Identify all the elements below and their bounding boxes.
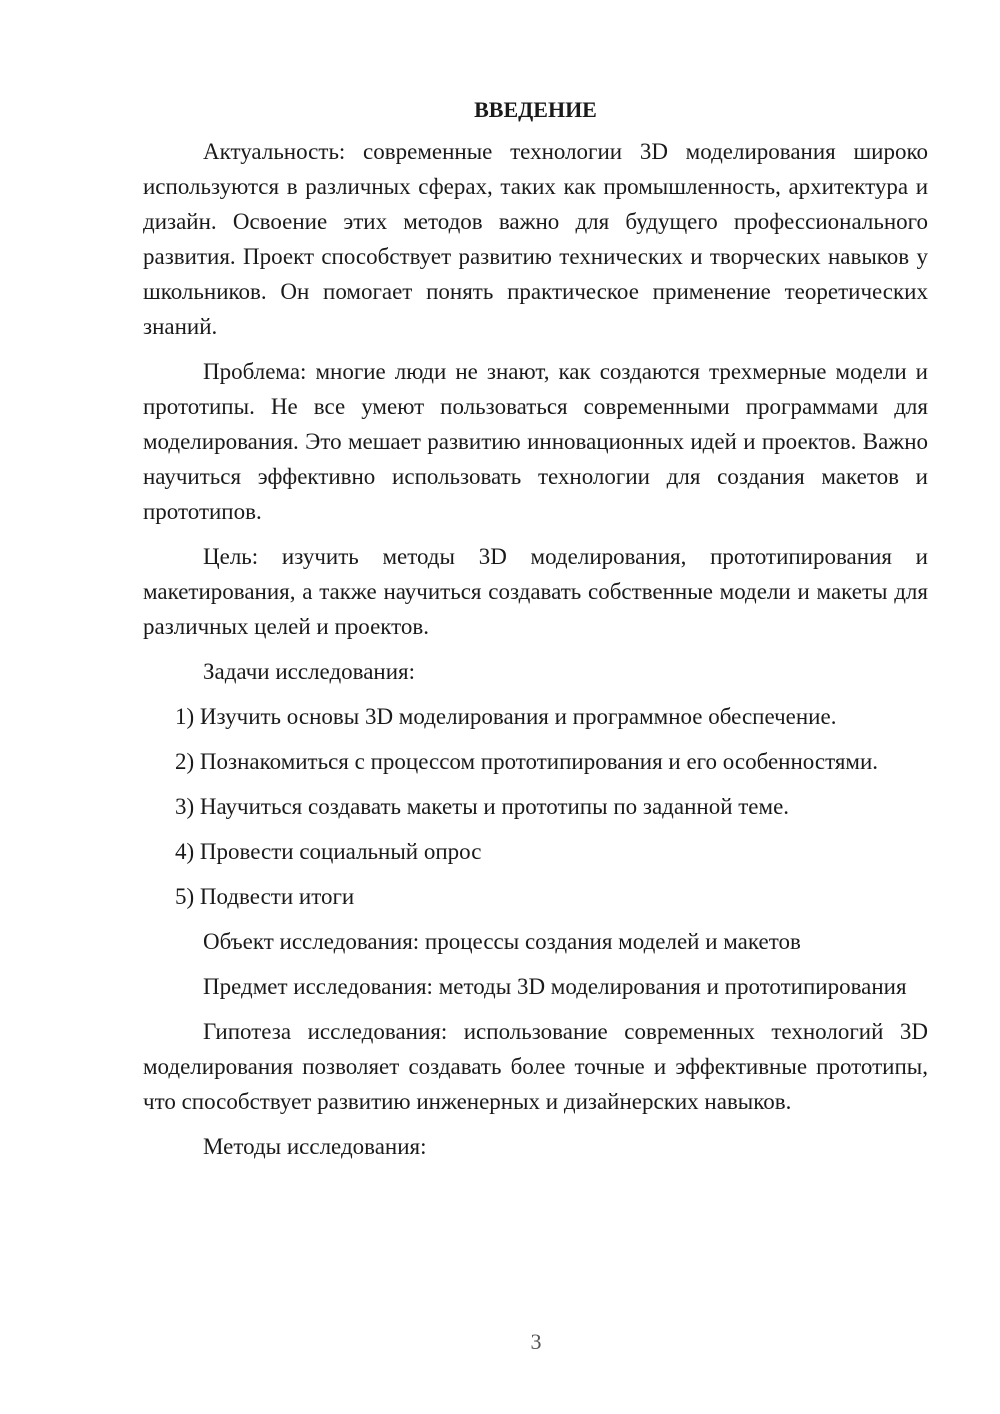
task-item-2: 2) Познакомиться с процессом прототипирования и его особенностями.	[175, 749, 879, 774]
hypothesis-paragraph: Гипотеза исследования: использование современных технологий 3D моделирования позволяет создавать более точные и эффективные прототипы, что способствует развитию инженерных и дизайнерских навыков.	[143, 1019, 928, 1114]
object-paragraph: Объект исследования: процессы создания моделей и макетов	[203, 929, 801, 954]
tasks-heading: Задачи исследования:	[203, 659, 416, 684]
relevance-paragraph: Актуальность: современные технологии 3D моделирования широко используются в различных сферах, таких как промышленность, архитектура и дизайн. Освоение этих методов важно для будущего профессионального развития. Проект способствует развитию технических и творческих навыков у школьников. Он помогает понять практическое применение теоретических знаний.	[143, 139, 928, 339]
section-title: ВВЕДЕНИЕ	[474, 97, 597, 122]
task-item-3: 3) Научиться создавать макеты и прототипы по заданной теме.	[175, 794, 790, 819]
subject-paragraph: Предмет исследования: методы 3D моделирования и прототипирования	[203, 974, 907, 999]
page-number: 3	[530, 1329, 542, 1354]
task-item-1: 1) Изучить основы 3D моделирования и программное обеспечение.	[175, 704, 837, 729]
goal-paragraph: Цель: изучить методы 3D моделирования, прототипирования и макетирования, а также научиться создавать собственные модели и макеты для различных целей и проектов.	[143, 544, 928, 639]
task-item-5: 5) Подвести итоги	[175, 884, 355, 909]
page-content	[143, 92, 928, 1174]
problem-paragraph: Проблема: многие люди не знают, как создаются трехмерные модели и прототипы. Не все умеют пользоваться современными программами для моделирования. Это мешает развитию инновационных идей и проектов. Важно научиться эффективно использовать технологии для создания макетов и прототипов.	[143, 359, 928, 524]
methods-heading: Методы исследования:	[203, 1134, 427, 1159]
task-item-4: 4) Провести социальный опрос	[175, 839, 482, 864]
